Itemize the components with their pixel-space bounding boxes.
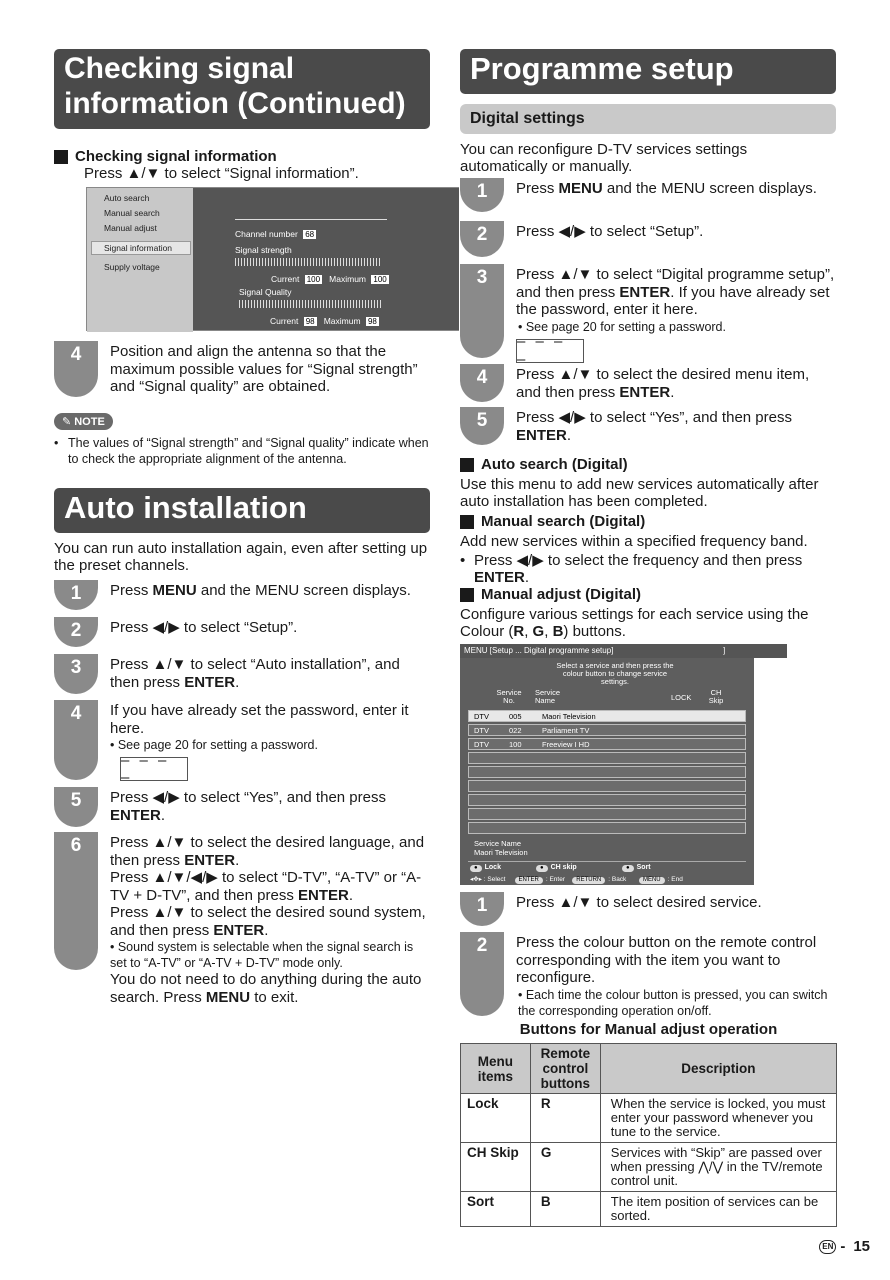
t: and the MENU screen displays.	[602, 180, 817, 197]
digital-step-2	[460, 221, 704, 257]
cell-button: R	[530, 1094, 600, 1143]
screen-menu-bar	[460, 644, 787, 658]
maximum-label: Maximum	[323, 316, 361, 326]
nav-end: : End	[667, 876, 683, 883]
t: You do not need to do anything during the auto search. Press	[110, 971, 422, 1006]
nav-enter: : Enter	[545, 876, 566, 883]
channel-number-value: 68	[305, 230, 315, 239]
step-text	[516, 409, 836, 444]
row-no: 100	[509, 740, 522, 749]
t: Press ◀/▶ to select “Yes”, and then press	[110, 789, 386, 806]
service-name-value: Maori Television	[474, 848, 528, 857]
step-text	[110, 656, 426, 691]
service-row[interactable]	[468, 724, 746, 736]
checking-title-line1: Checking signal	[64, 52, 295, 85]
note-label: NOTE	[74, 415, 105, 428]
row-no: 022	[509, 726, 522, 735]
menu-item-manual-adjust: Manual adjust	[104, 223, 157, 233]
signal-menu	[87, 188, 193, 332]
divider	[235, 219, 387, 220]
maximum-label: Maximum	[329, 274, 367, 284]
col-lock: LOCK	[671, 693, 692, 702]
t-bold: ENTER	[298, 886, 349, 904]
step-text	[110, 789, 426, 824]
step-text	[110, 582, 430, 600]
step-number: 3	[460, 264, 504, 358]
language-badge: EN	[819, 1240, 836, 1254]
note-tag	[54, 413, 113, 430]
step-text	[110, 702, 426, 786]
service-name-label: Service Name	[474, 839, 522, 848]
empty-row	[468, 752, 746, 764]
square-bullet-icon	[54, 150, 68, 164]
channel-number-label: Channel number	[235, 229, 298, 239]
table-header-row	[461, 1044, 837, 1094]
step-number: 4	[54, 341, 98, 397]
manual-adjust-heading	[460, 586, 641, 604]
digital-programme-setup-screen	[460, 644, 787, 885]
digital-step-3	[460, 264, 835, 368]
t-bold: MENU	[152, 582, 197, 599]
th-menu-items: Menu items	[461, 1044, 531, 1094]
col-service-no: Service No.	[496, 688, 522, 705]
auto-step-5	[54, 787, 386, 827]
enter-button-icon: ENTER	[515, 877, 543, 884]
note-text	[54, 435, 430, 467]
step-number: 2	[54, 617, 98, 647]
menu-item-manual-search: Manual search	[104, 208, 160, 218]
row-type: DTV	[474, 740, 489, 749]
step-text	[110, 834, 432, 1006]
t-bold: G	[532, 623, 545, 640]
empty-row	[468, 794, 746, 806]
cell-desc: The item position of services can be sorted.	[600, 1192, 836, 1227]
line1	[110, 834, 432, 869]
t: Press ▲/▼/◀/▶ to select “D-TV”, “A-TV” or “A-TV + D-TV”, and then press	[110, 869, 422, 904]
auto-step-6	[54, 832, 426, 1006]
checking-step-4	[54, 341, 418, 397]
line3	[110, 904, 432, 939]
checking-title-line2: information (Continued)	[64, 87, 406, 120]
manual-search-heading-text: Manual search (Digital)	[481, 513, 646, 530]
return-button-icon: RETURN	[572, 877, 605, 884]
quality-values	[270, 316, 379, 326]
auto-step-4	[54, 700, 409, 786]
menu-item-auto-search: Auto search	[104, 193, 150, 203]
auto-search-heading-text: Auto search (Digital)	[481, 456, 628, 473]
step-text	[516, 934, 836, 1019]
menu-bar-text: MENU [Setup ... Digital programme setup]	[464, 646, 614, 655]
t-bold: B	[552, 623, 564, 640]
adjust-step-2	[460, 932, 828, 1018]
screen-body	[460, 658, 754, 885]
table-row	[461, 1143, 837, 1192]
menu-item-supply-voltage: Supply voltage	[104, 262, 160, 272]
line	[516, 266, 836, 319]
dpad-icon: ◂✥▸	[470, 876, 482, 883]
step-number: 5	[460, 407, 504, 445]
row-type: DTV	[474, 726, 489, 735]
t	[474, 552, 837, 586]
auto-intro: You can run auto installation again, even after setting up the preset channels.	[54, 540, 428, 574]
signal-quality-bar	[239, 300, 381, 308]
auto-step-3	[54, 654, 400, 694]
signal-strength-label: Signal strength	[235, 245, 292, 255]
step-text	[516, 180, 836, 198]
page-number-value: 15	[853, 1238, 870, 1255]
checking-title	[54, 49, 430, 129]
line4	[110, 971, 432, 1006]
t: Press ▲/▼ to select “Digital programme setup”, and then press	[516, 266, 835, 301]
t-bold: ENTER	[213, 921, 265, 939]
note-text-body: The values of “Signal strength” and “Signal quality” indicate when to check the appropriate alignment of the antenna.	[68, 436, 429, 466]
t: .	[524, 569, 530, 586]
legend-ch-skip-text: CH skip	[550, 864, 577, 871]
row-name: Maori Television	[542, 712, 596, 721]
password-field: – – – –	[516, 339, 584, 363]
step-number: 2	[460, 932, 504, 1016]
table-title: Buttons for Manual adjust operation	[519, 1021, 778, 1038]
t-bold: MENU	[205, 988, 251, 1006]
t: If you have already set the password, enter it here.	[110, 702, 409, 737]
pencil-icon: ✎	[62, 416, 72, 428]
t: Press the colour button on the remote control corresponding with the item you want to reconfigure.	[516, 934, 817, 986]
manual-adjust-table	[460, 1043, 837, 1227]
bullet-icon: •	[460, 552, 466, 569]
t-bold: ENTER	[474, 569, 525, 586]
strength-values	[271, 274, 389, 284]
digital-intro: You can reconfigure D-TV services settings automatically or manually.	[460, 141, 748, 175]
bullet-icon: •	[54, 436, 59, 450]
t: Press ▲/▼ to select the desired language, and then press	[110, 834, 425, 869]
auto-search-heading	[460, 456, 628, 474]
step-text: Position and align the antenna so that the maximum possible values for “Signal strength” and “Signal quality” are obtained.	[110, 343, 418, 395]
menu-bar-end: ]	[723, 646, 726, 655]
t-bold: ENTER	[516, 426, 567, 444]
t-bold: ENTER	[184, 673, 236, 691]
t: Press	[110, 582, 153, 599]
step-number: 1	[460, 892, 504, 926]
manual-adjust-heading-text: Manual adjust (Digital)	[481, 586, 642, 603]
cell-desc: Services with “Skip” are passed over when pressing ⋀/⋁ in the TV/remote control unit.	[600, 1143, 836, 1192]
bullet-text: • See page 20 for setting a password.	[110, 738, 318, 752]
step-text: Press ▲/▼ to select desired service.	[516, 894, 762, 911]
legend-lock-text: Lock	[484, 864, 501, 871]
col-ch-skip: CH Skip	[708, 688, 724, 705]
digital-step-4	[460, 364, 810, 402]
step-number: 3	[54, 654, 98, 694]
programme-setup-title: Programme setup	[460, 49, 836, 94]
t: Press ▲/▼ to select “Auto installation”, and then press	[110, 656, 400, 691]
manual-search-bullet	[460, 552, 837, 586]
blue-button-icon: ●	[622, 865, 634, 872]
empty-row	[468, 766, 746, 778]
nav-back: : Back	[608, 876, 627, 883]
step-number: 1	[460, 178, 504, 212]
checking-press-text: Press ▲/▼ to select “Signal information”.	[84, 165, 359, 182]
digital-step-5	[460, 407, 792, 445]
square-bullet-icon	[460, 588, 474, 602]
step-text	[516, 366, 836, 401]
quality-current: 98	[305, 317, 315, 326]
manual-adjust-text: Configure various settings for each service using the Colour (R, G, B) buttons.	[460, 606, 809, 640]
t: and the MENU screen displays.	[196, 582, 411, 599]
step-number: 6	[54, 832, 98, 970]
bullet-text: • Sound system is selectable when the signal search is set to “A-TV” or “A-TV + D-TV” mode only.	[110, 940, 414, 970]
green-button-icon: ●	[536, 865, 548, 872]
t: Press ▲/▼ to select the desired menu item, and then press	[516, 366, 810, 401]
signal-strength-bar	[235, 258, 381, 266]
note-block	[54, 412, 113, 430]
row-no: 005	[509, 712, 522, 721]
t: .	[235, 673, 240, 691]
current-label: Current	[271, 274, 300, 284]
auto-step-1	[54, 580, 411, 610]
legend-sort	[622, 864, 651, 872]
t: Press ▲/▼ to select the desired sound system, and then press	[110, 904, 426, 939]
row-name: Parliament TV	[542, 726, 590, 735]
strength-max: 100	[373, 275, 387, 284]
cell-item: Sort	[461, 1192, 531, 1227]
nav-legend	[470, 875, 683, 884]
step-number: 2	[460, 221, 504, 257]
screen-instruction: Select a service and then press the colour button to change service settings.	[556, 661, 674, 686]
bullet-text: • See page 20 for setting a password.	[518, 319, 726, 334]
adjust-step-1	[460, 892, 762, 926]
step-text: Press ◀/▶ to select “Setup”.	[516, 223, 704, 240]
service-row[interactable]	[468, 738, 746, 750]
col-service-name: Service Name	[535, 688, 561, 705]
t: .	[264, 921, 269, 939]
t: .	[670, 383, 675, 401]
nav-select: : Select	[483, 876, 506, 883]
step-number: 1	[54, 580, 98, 610]
square-bullet-icon	[460, 515, 474, 529]
menu-item-signal-information: Signal information	[91, 241, 191, 255]
th-remote-control-buttons: Remote control buttons	[530, 1044, 600, 1094]
th-description: Description	[600, 1044, 836, 1094]
t-bold: ENTER	[184, 851, 236, 869]
square-bullet-icon	[460, 458, 474, 472]
t: Press ◀/▶ to select “Yes”, and then press	[516, 409, 792, 426]
legend-lock	[470, 864, 501, 872]
red-button-icon: ●	[470, 865, 482, 872]
auto-step-2	[54, 617, 298, 647]
step-text	[516, 266, 836, 368]
divider	[468, 861, 746, 862]
row-type: DTV	[474, 712, 489, 721]
manual-search-text: Add new services within a specified frequency band.	[460, 533, 808, 550]
step-text: Press ◀/▶ to select “Setup”.	[110, 619, 298, 636]
t: Press ◀/▶ to select the frequency and then press	[474, 552, 803, 569]
signal-quality-label: Signal Quality	[239, 287, 292, 297]
checking-heading-text: Checking signal information	[75, 148, 277, 165]
table-row	[461, 1192, 837, 1227]
t: ) buttons.	[563, 623, 626, 640]
current-label: Current	[270, 316, 299, 326]
t-bold: ENTER	[110, 806, 161, 824]
step-number: 5	[54, 787, 98, 827]
manual-search-heading	[460, 513, 645, 531]
t: . If you have already set the password, enter it here.	[516, 283, 830, 318]
service-row[interactable]	[468, 710, 746, 722]
step-number: 4	[54, 700, 98, 780]
page-number	[819, 1238, 870, 1255]
signal-info-screen	[86, 187, 459, 331]
t: to exit.	[250, 988, 299, 1006]
cell-button: G	[530, 1143, 600, 1192]
auto-installation-title: Auto installation	[54, 488, 430, 533]
digital-settings-bar: Digital settings	[460, 104, 836, 134]
t: .	[348, 886, 354, 904]
t: .	[160, 806, 166, 824]
empty-row	[468, 822, 746, 834]
bullet-text: • Each time the colour button is pressed, you can switch the corresponding operation on/off.	[518, 987, 828, 1018]
signal-panel	[193, 188, 459, 330]
t: Press	[516, 180, 559, 197]
line2	[110, 869, 432, 904]
t: Configure various settings for each service using the Colour (	[460, 606, 809, 640]
empty-row	[468, 780, 746, 792]
cell-item: CH Skip	[461, 1143, 531, 1192]
t: .	[235, 851, 240, 869]
auto-search-text: Use this menu to add new services automatically after auto installation has been completed.	[460, 476, 819, 510]
password-field: – – – –	[120, 757, 188, 781]
step-number: 4	[460, 364, 504, 402]
t-bold: ENTER	[619, 383, 671, 401]
t: .	[566, 426, 572, 444]
channel-number-row	[235, 229, 316, 239]
cell-desc: When the service is locked, you must enter your password whenever you tune to the service.	[600, 1094, 836, 1143]
checking-heading	[54, 148, 277, 166]
strength-current: 100	[306, 275, 321, 284]
empty-row	[468, 808, 746, 820]
t-bold: R	[513, 623, 525, 640]
legend-ch-skip	[536, 864, 577, 872]
t-bold: ENTER	[619, 283, 671, 301]
quality-max: 98	[367, 317, 377, 326]
page-dash: -	[840, 1238, 846, 1255]
table-row	[461, 1094, 837, 1143]
legend-sort-text: Sort	[636, 864, 651, 871]
t-bold: MENU	[558, 180, 603, 197]
row-name: Freeview I HD	[542, 740, 590, 749]
service-name-info	[474, 839, 528, 857]
cell-item: Lock	[461, 1094, 531, 1143]
cell-button: B	[530, 1192, 600, 1227]
digital-step-1	[460, 178, 817, 212]
menu-button-icon: MENU	[639, 877, 665, 884]
